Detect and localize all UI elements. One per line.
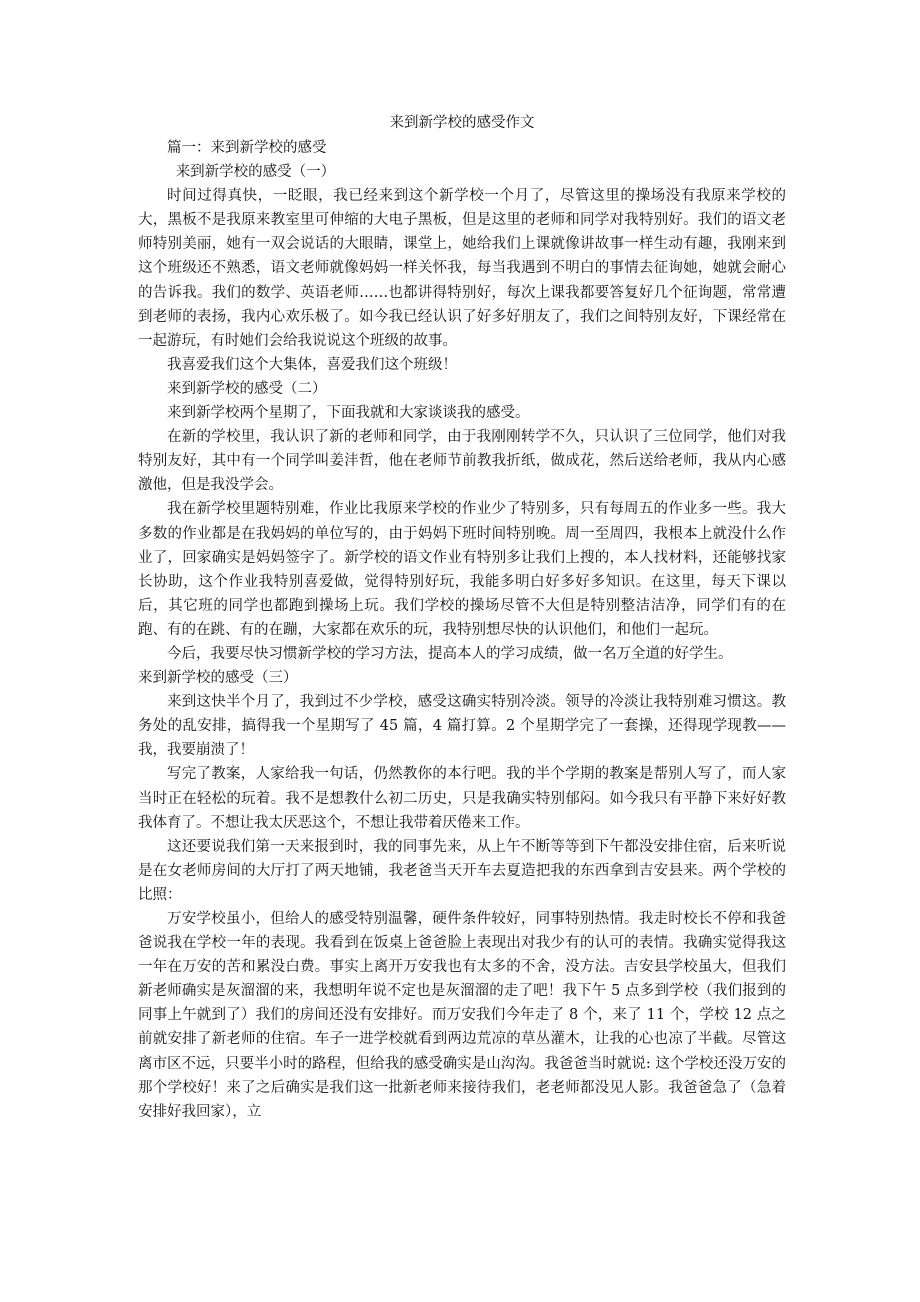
section-heading: 来到新学校的感受（三） [138,670,298,687]
paragraph: 我喜爱我们这个大集体，喜爱我们这个班级！ [167,356,457,373]
paragraph: 万安学校虽小，但给人的感受特别温馨，硬件条件较好，同事特别热情。我走时校长不停和我爸爸说我在学校一年的表现。我看到在饭桌上爸爸脸上表现出对我少有的认可的表情。我确实觉得我这一年在万安的苦和累没白费。事实上离开万安我也有太多的不舍，没方法。吉安县学校虽大，但我们新老师确实是灰溜溜的来，我想明年说不定也是灰溜溜的走了吧！我下午 5 点多到学校（我们报到的同事上午就到了）我们的房间还没有安排好。而万安我们今年走了 8 个，来了 11 个，学校 12 点之前就安排了新老师的住宿。车子一进学校就看到两边荒凉的草丛灌木，让我的心也凉了半截。尽管这离市区不远，只要半小时的路程，但给我的感受确实是山沟沟。我爸爸当时就说: 这个学校还没万安的那个学校好！来了之后确实是我们这一批新老师来接待我们，老老师都没见人影。我爸爸急了（急着安排好我回家），立 [138,911,786,1120]
section-heading: 来到新学校的感受（二） [167,380,327,397]
paragraph: 来到新学校两个星期了，下面我就和大家谈谈我的感受。 [167,405,530,422]
paragraph: 我在新学校里题特别难，作业比我原来学校的作业少了特别多，只有每周五的作业多一些。我大多数的作业都是在我妈妈的单位写的，由于妈妈下班时间特别晚。周一至周四，我根本上就没什么作业了，回家确实是妈妈签字了。新学校的语文作业有特别多让我们上搜的，本人找材料，还能够找家长协助，这个作业我特别喜爱做，觉得特别好玩，我能多明白好多好多知识。在这里，每天下课以后，其它班的同学也都跑到操场上玩。我们学校的操场尽管不大但是特别整洁洁净，同学们有的在跑、有的在跳、有的在蹦，大家都在欢乐的玩，我特别想尽快的认识他们，和他们一起玩。 [138,501,786,638]
paragraph: 这还要说我们第一天来报到时，我的同事先来，从上午不断等等到下午都没安排住宿，后来听说是在女老师房间的大厅打了两天地铺，我老爸当天开车去夏造把我的东西拿到吉安县来。两个学校的比照： [138,838,786,903]
paragraph: 在新的学校里，我认识了新的老师和同学，由于我刚刚转学不久，只认识了三位同学，他们对我特别友好，其中有一个同学叫姜沣哲，他在老师节前教我折纸，做成花，然后送给老师，我从内心感激他，但是我没学会。 [138,429,786,494]
paragraph: 时间过得真快，一眨眼，我已经来到这个新学校一个月了，尽管这里的操场没有我原来学校的大，黑板不是我原来教室里可伸缩的大电子黑板，但是这里的老师和同学对我特别好。我们的语文老师特别美丽，她有一双会说话的大眼睛，课堂上，她给我们上课就像讲故事一样生动有趣，我刚来到这个班级还不熟悉，语文老师就像妈妈一样关怀我，每当我遇到不明白的事情去征询她，她就会耐心的告诉我。我们的数学、英语老师……也都讲得特别好，每次上课我都要答复好几个征询题，常常遭到老师的表扬，我内心欢乐极了。如今我已经认识了好多好朋友了，我们之间特别友好，下课经常在一起游玩，有时她们会给我说说这个班级的故事。 [138,188,786,349]
paragraph: 来到这快半个月了，我到过不少学校，感受这确实特别冷淡。领导的冷淡让我特别难习惯这。教务处的乱安排，搞得我一个星期写了 45 篇，4 篇打算。2 个星期学完了一套操，还得现学现教——我，我要崩溃了！ [138,694,786,759]
chapter-heading: 篇一：来到新学校的感受 [167,140,327,156]
paragraph: 写完了教案，人家给我一句话，仍然教你的本行吧。我的半个学期的教案是帮别人写了，而人家当时正在轻松的玩着。我不是想教什么初二历史，只是我确实特别郁闷。如今我只有平静下来好好教我体育了。不想让我太厌恶这个，不想让我带着厌倦来工作。 [138,766,786,831]
section-heading: 来到新学校的感受（一） [175,164,336,181]
document-page [138,110,786,1124]
paragraph: 今后，我要尽快习惯新学校的学习方法，提高本人的学习成绩，做一名万全道的好学生。 [167,645,733,662]
document-title: 来到新学校的感受作文 [389,115,535,131]
